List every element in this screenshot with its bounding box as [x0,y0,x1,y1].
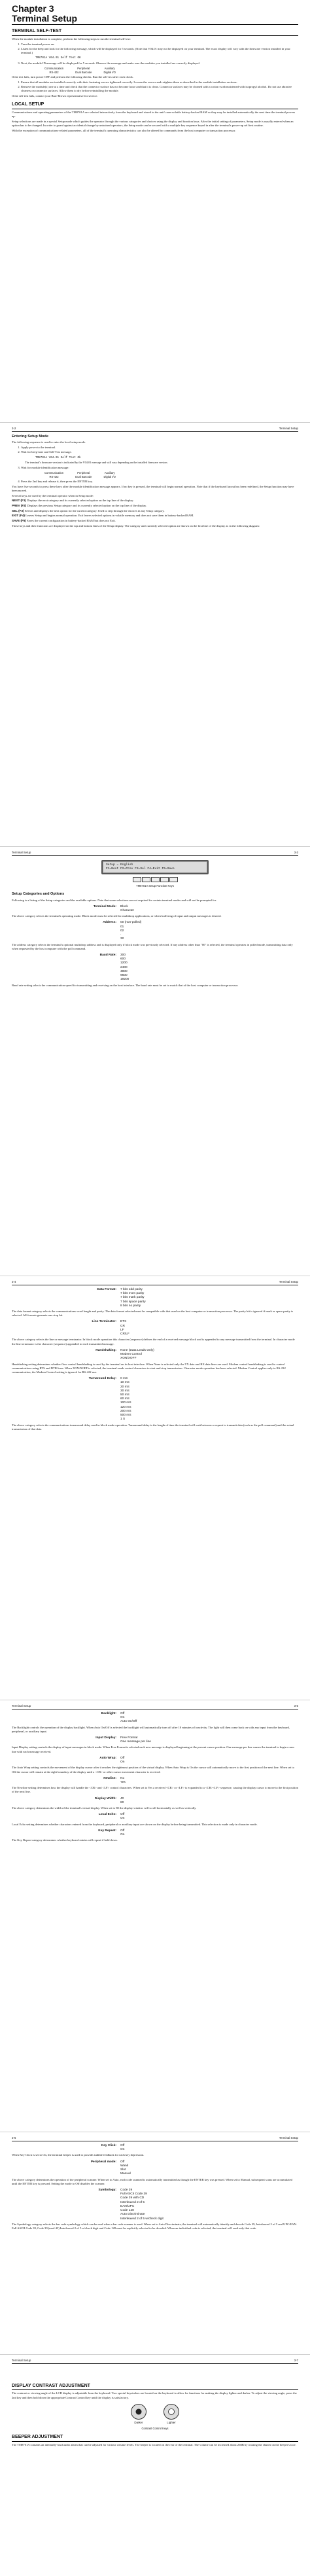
module-header: Peripheral [77,67,90,71]
setting-option: On [120,1833,125,1837]
module-value: Dual Barcode [75,70,92,74]
module-header: Communication [44,471,64,474]
setting-desc: The Backlight controls the operation of the display backlight. When Auto On/Off is selected the backlight will automatically turn off after 10 minutes of inactivity. The light will then come back on with any input from the keyboard, peripheral, or auxiliary input. [12,1725,290,1733]
page-3-3 [0,847,310,1276]
setting-desc: Local Echo setting determines whether characters entered from the keyboard, peripheral or auxiliary input are shown on the display before being transmitted. This selection is made only in character mode. [12,1822,258,1826]
setting-desc: The above category selects the line or message terminator. In block mode operation this character (sequence) defines the end of a received message block and is appended to any message transmitted from the terminal. In character mode the line terminator is the character (sequence) appended to each transmitted message. [12,1338,295,1346]
entering-setup-step: 3. Wait for module identification message: [21,466,298,470]
section-name: Terminal Setup [12,851,31,854]
setting-values [120,1736,298,1744]
setting-label: Key Repeat: [98,1829,116,1833]
setting-key-repeat [31,1829,298,1837]
function-key-row [133,877,178,882]
chapter-title: Terminal Setup [12,12,78,24]
entering-setup-steps-cont2 [21,480,298,484]
module-id-table [44,471,298,478]
setting-option: 0 mS [120,1377,128,1381]
setting-option: 7 bits odd parity [120,1287,143,1291]
key-desc: Displays the previous Setup category and its currently selected option on the top line of the display. [27,504,147,508]
self-test-message: TM8701A V04.01 Self Test Ok [35,456,81,459]
setting-values [120,1288,298,1308]
setting-option: 120 mS [120,1405,131,1409]
setting-label: Input Display: [95,1736,116,1740]
setting-label: Display Width: [94,1797,116,1800]
running-header [12,2136,298,2141]
setting-option: On [120,2148,125,2152]
self-test-message: TM8701A V04.01 Self Test OK [35,56,81,60]
lighter-key [164,2404,179,2425]
lighter-key-label: Lighter [167,2420,176,2424]
setting-backlight [31,1712,298,1725]
setting-input-display [31,1736,298,1744]
setting-option: Code 128 [120,2209,134,2213]
function-key [169,877,178,882]
setting-option: 4800 [120,969,128,973]
fail-intro: If the test fails, turn power OFF and perform the following checks. Run the self-test after each check. [12,75,133,79]
setting-values [120,2189,298,2221]
key-desc: Selects and displays the next option for the current category. Used to step through the choices in any Setup category. [24,509,165,512]
setting-symbology [31,2189,298,2221]
setting-desc: The data format category selects the communications word length and parity. The data format selected must be compatible with that used on the host computer or transaction processor. The parity bit is ignored if mark or space parity is selected. All formats generate one stop bit. [12,1310,294,1317]
setting-option: 100 mS [120,1401,131,1405]
section-name: Terminal Setup [279,1280,298,1283]
running-header [12,1704,298,1709]
setting-option: Interleaved 2 of 5 [120,2200,145,2204]
contrast-heading: DISPLAY CONTRAST ADJUSTMENT [12,2383,298,2390]
setting-local-echo [31,1813,298,1821]
setting-label: Data Format: [97,1287,116,1291]
key-desc-next [12,499,298,503]
page-3-7 [0,2355,310,2576]
setting-option: Off [120,1829,125,1833]
entering-setup-step: 4. Press the 2nd key and release it, then press the ENTER key. [21,480,298,484]
setting-label: Turnaround Delay: [88,1377,116,1381]
setting-label: Handshaking: [95,1348,116,1352]
lcd-display [101,860,209,874]
setting-option: 01 [120,925,124,929]
page-number: 3-5 [294,1704,298,1708]
setting-label: Peripheral mode: [90,2160,116,2164]
setting-option: 19200 [120,978,129,982]
setting-option: LF [120,1328,124,1332]
setting-address [31,921,298,941]
self-test-step: 3. Next, the module ID message will be displayed for 5 seconds. Observe the message and make sure the modules you installed are correctly displayed. [21,62,298,65]
setting-peripheral-mode [31,2160,298,2177]
lighter-key-icon [164,2404,179,2420]
setting-option: 80 [120,1800,124,1804]
key-desc: Saves the current configuration in battery-backed RAM but does not Exit. [27,519,116,523]
setting-option: 7 bits mark parity [120,1296,145,1300]
setting-option: 60 mS [120,1397,129,1401]
setting-option: Interleaved 2 of 5 w/check digit [120,2217,164,2221]
fail-checks [21,80,298,94]
module-value: Digital I/O [103,70,116,74]
categories-intro: Following is a listing of the Setup categories and the available options. Note that some selections are not required for certain terminal modes and will not be prompted for. [12,898,217,902]
setting-option: 2400 [120,965,128,969]
local-setup-para: Communications and operating parameters of the TM8701A are selected interactively from the keyboard and stored in the unit's non-volatile battery-backed RAM so they may be installed automatically the next time the terminal powers up. [12,110,296,118]
categories-heading: Setup Categories and Options [12,891,65,896]
function-key [142,877,150,882]
key-desc-exit [12,514,298,518]
lcd-line-1: Setup = English [106,863,133,867]
setting-option: 02 [120,929,124,933]
setting-values [120,1757,298,1764]
setting-label: Auto Wrap: [99,1756,116,1760]
setting-desc: The Newline setting determines how the display will handle the <CR> and <LF> control characters. When set to Yes a received <CR> or <LF> is expanded to a <CR><LF> sequence, causing the display cursor to move to the first position of the next line. [12,1786,298,1794]
module-value: RS-422 [49,474,59,478]
page-number: 3-2 [12,427,16,430]
section-name: Terminal Setup [279,2136,298,2139]
module-value: Digital I/O [103,474,116,478]
setting-values [120,1320,298,1336]
setting-option: 1200 [120,961,128,965]
figure-caption: TM8701A Setup Function Keys [136,884,174,888]
key-desc-sel [12,509,298,513]
setting-label: Local Echo: [98,1813,116,1817]
self-test-heading: TERMINAL SELF-TEST [12,28,298,35]
self-test-step: 1. Turn the terminal power on. [21,43,298,46]
self-test-steps-cont [21,62,298,65]
setting-key-click [31,2144,298,2152]
local-setup-heading: LOCAL SETUP [12,101,298,109]
page-3-2 [0,423,310,847]
firmware-note: The terminal's firmware version is indicated by the V04.01 message and will vary depending on the installed firmware version. [25,461,168,465]
running-header [12,1280,298,1285]
setting-option: Code 39 [120,2188,133,2192]
setting-label: Baud Rate: [99,953,116,957]
setting-option: Character [120,908,135,912]
function-key [133,877,141,882]
setting-auto-wrap [31,1757,298,1764]
setting-label: Line Terminator: [92,1320,116,1324]
fail-check: 2. Remove the module(s) one at a time and check that the connector surface has not become loose and that it is clean. Connector surfaces may be cleaned with a cotton swab moistened with isopropyl alcohol. Do not use abrasive cleaners on connector surfaces. Allow them to dry before reinstalling the module. [21,85,298,93]
key-desc-save [12,519,298,523]
key-desc: Displays the next category and its currently selected option on the top line of the display. [27,499,134,503]
setting-option: None (Data Leads Only) [120,1348,154,1352]
setting-option: 300 [120,953,126,957]
setting-option: EAN/UPC [120,2204,135,2208]
setting-desc: Handshaking setting determines whether flow control handshaking is used by the terminal on its host interface. When None is selected only the TX data and RX data lines are used. Modem control handshaking is used to control communications using RTS and DTR lines. When XON/XOFF is selected, the terminal sends control characters to start and stop transmission. Character mode operation has been selected. Modem Control applies only to RS-232 communication, the Modem Control setting is ignored for RS-422 use. [12,1362,286,1374]
setting-values [120,2144,298,2152]
setting-option: Free Format [120,1736,138,1740]
section-name: Terminal Setup [12,1704,31,1708]
setting-option: 30 mS [120,1389,129,1393]
module-header: Communication [44,67,64,71]
key-name: SEL (F3) [12,509,24,512]
key-desc-prev [12,504,298,508]
setting-option: Wand [120,2164,129,2168]
setting-option: 40 [120,1797,124,1800]
setting-option: 9600 [120,974,128,978]
setting-option: Yes [120,1780,126,1784]
section-name: Terminal Setup [279,427,298,430]
entering-setup-step: 1. Apply power to the terminal. [21,446,298,450]
page-number: 3-7 [294,2359,298,2362]
darker-key [131,2404,146,2425]
setting-option: CR [120,1324,125,1328]
setting-desc: Input Display setting controls the display of input messages in block mode. When Free Format is selected each new message is displayed beginning at the present cursor position. One message per line causes the terminal to begin a new line with each message received. [12,1745,295,1753]
setting-option: 32 [120,937,124,941]
setting-option: No [120,1776,125,1780]
setting-label: Backlight: [101,1711,116,1715]
chapter-rule [12,24,298,25]
setting-values [120,1813,298,1821]
page-number: 3-4 [12,1280,16,1283]
setup-para: These keys and their functions are displayed on the top and bottom lines of the Setup display. The category and currently selected option are shown on the first line of the display as in the following diagram: [12,524,260,528]
setting-option: 7 bits space parity [120,1300,146,1304]
module-header: Auxiliary [104,471,115,474]
setting-values [120,1829,298,1837]
setting-option: Manual [120,2172,131,2176]
setting-option: On [120,1761,125,1764]
setting-label: Terminal Mode: [93,904,116,908]
fail-end: If the self test fails, contact your Burr-Brown representative for service. [12,94,98,98]
setting-terminal-mode [31,905,298,913]
setting-label: Address: [103,921,116,925]
fail-check: 1. Ensure that all modules are installed correctly with their fastening screws tightened correctly. Loosen the screws and retighten them as described in the module installation sections. [21,80,298,84]
setting-option: 8 bits no parity [120,1304,141,1308]
setting-option: Full ASCII Code 39 [120,2192,147,2196]
local-setup-para: With the exception of communications-related parameters, all of the terminal's operating characteristics can also be altered by commands from the host computer or transaction processor. [12,128,236,132]
entering-setup-step: 2. Wait for beep-tone and Self-Test message. [21,450,298,454]
section-name: Terminal Setup [12,2359,31,2362]
key-name: NEXT (F1) [12,499,26,503]
entering-setup-intro: The following sequence is used to enter the local setup mode. [12,440,86,444]
entering-setup-steps-cont [21,466,298,470]
setting-option: Off [120,1711,125,1715]
setting-option: CR/LF [120,1333,129,1336]
setting-values [120,954,298,982]
setup-para: You have five seconds to press these keys after the module identification message appears. If no key is pressed, the terminal will begin normal operation. Note that if the keyboard layout has been redefined, the Setup function may have been moved. [12,484,294,493]
setting-label: Newline: [103,1776,116,1780]
beeper-heading: BEEPER ADJUSTMENT [12,2434,298,2441]
setting-values [120,921,298,941]
running-header [12,427,298,432]
page-number: 3-6 [12,2136,16,2139]
key-name: SAVE (F5) [12,519,26,523]
self-test-step: 2. Listen for the beep and look for the following message, which will be displayed for 5 seconds. (Note that V04.01 may not be displayed on your terminal. The exact display will vary with the firmware version installed in your terminal.) [21,47,298,55]
setting-line-terminator [31,1320,298,1336]
chapter-number: Chapter 3 [12,3,54,14]
setting-turnaround-delay [31,1377,298,1422]
function-key [160,877,169,882]
module-header: Peripheral [77,471,90,474]
setting-baud-rate [31,954,298,982]
setting-option: Off [120,2143,125,2147]
setting-desc: The above category selects the terminal's operating mode. Block mode must be selected for multidrop applications; or when buffering of input and output messages is desired. [12,914,222,918]
setting-newline [31,1777,298,1785]
setting-option: 7 bits even parity [120,1292,145,1296]
self-test-intro: When the module installation is complete, perform the following steps to run the terminal self-test: [12,37,131,41]
setting-desc: The above category determines the width of the terminal's virtual display. When set to 80 the display window will scroll horizontally as well as vertically. [12,1806,197,1810]
page-number: 3-3 [294,851,298,854]
contrast-keys-figure [12,2404,298,2431]
key-desc: Leaves Setup and begins normal operation. Exit leaves selected options in volatile memory and does not save them in battery-backed RAM. [26,514,194,518]
function-key [151,877,160,882]
page-3-5 [0,1700,310,2132]
key-name: EXIT (F4) [12,514,25,518]
setting-option: Auto On/Off [120,1720,137,1724]
setting-option: Auto Discriminate [120,2213,145,2217]
darker-key-label: Darker [134,2420,143,2424]
setting-desc: Baud rate setting selects the communication speed for transmitting and receiving on the host interface. The baud rate must be set to match that of the host computer or transaction processor. [12,983,239,987]
module-id-table [44,67,298,74]
setting-option: On [120,1817,125,1821]
setting-option: Off [120,2160,125,2164]
setting-option: ETX [120,1320,127,1324]
setting-values [120,1777,298,1785]
local-setup-para: Setup selections are made in a special Setup mode which guides the operator through the various categories and choices using the display and function keys. After the initial setting of parameters, Setup mode is usually entered when an option has to be changed. In order to guard against accidental change by untrained operators, the Setup mode can be secured with a multiple key sequence keyed in after the terminal's power-up self test routine. [12,119,294,127]
setting-option: Block [120,904,128,908]
setting-desc: The address category selects the terminal's optional multidrop address and is displayed only if block mode was previously selected. If any address other than "00" is selected, the terminal operates in polled mode, transmitting data only when requested by the host computer with the poll command. [12,942,293,950]
setup-display-figure [12,860,298,888]
setting-option: Slot [120,2168,126,2172]
setting-values [120,1349,298,1361]
setting-handshaking [31,1349,298,1361]
setting-option: 1 S [120,1418,126,1422]
setting-option: Code 39 with CD [120,2196,145,2200]
page-3-4 [0,1276,310,1700]
running-header [12,2359,298,2364]
module-header: Auxiliary [104,67,115,71]
setting-data-format [31,1288,298,1308]
module-value: Dual Barcode [75,474,92,478]
setting-option: Off [120,1756,125,1760]
beeper-para: The TM8701A contains an internally-loud audio alarm that can be adjusted for various volume levels. The beeper is located on the rear of the terminal. The volume can be increased about 20dB by rotating the shutter on the beeper's face. [12,2442,296,2446]
setting-desc: The above category determines the operation of the peripheral scanner. When set to Auto, each code scanned is automatically transmitted as though the ENTER key was pressed. When set to Manual, subsequent scans are accumulated until the ENTER key is pressed. Setting the mode to Off disables the scanner. [12,2177,292,2185]
page-3-1 [0,0,310,423]
setting-option: 00 (non-polled) [120,921,142,925]
page-3-6 [0,2132,310,2355]
setting-option: One message per line [120,1740,151,1744]
setting-values [120,1797,298,1805]
setting-display-width [31,1797,298,1805]
key-name: PREV (F2) [12,504,27,508]
setting-values [120,2160,298,2177]
setting-option: 20 mS [120,1385,129,1389]
setting-desc: The Auto Wrap setting controls the movement of the display cursor after it reaches the rightmost position of the virtual display. When Auto Wrap is On the cursor will automatically move to the first position of the next line. When set to Off the cursor will remain at the right boundary of the display until a <CR> or other cursor movement character is received. [12,1766,294,1774]
setting-values [120,1712,298,1725]
setting-option: 500 mS [120,1414,131,1418]
running-header [12,851,298,856]
setting-desc: The Symbology category selects the bar code symbology which can be read when a bar code scanner is used. When set to Auto Discriminate, the terminal will automatically identify and decode Code 39, Interleaved 2 of 5 and UPC/EAN. Full ASCII Code 39, Code 39 (mod 43) Interleaved 2 of 5 w/check digit and Code 128 must be explicitly selected to be decoded. When an individual code is selected, the terminal will read only that code. [12,2222,297,2230]
figure-caption: Contrast Control Keys [141,2426,169,2430]
setting-option: On [120,1716,125,1720]
setting-label: Key Click: [101,2143,116,2147]
setting-values [120,905,298,913]
darker-key-icon [131,2404,146,2420]
entering-setup-steps [21,446,298,454]
setting-option: 200 mS [120,1409,131,1413]
setting-desc: The above category selects the communications turnaround delay used in block mode operation. Turnaround delay is the length of time the terminal will wait between a request to transmit data (such as the poll command) and the actual transmission of that data. [12,1423,294,1431]
setting-option: 10 mS [120,1381,129,1385]
setting-values [120,1377,298,1422]
setting-option: 600 [120,957,126,961]
contrast-para: The contrast or viewing angle of the LCD display is adjustable from the keyboard. Two special keystrokes are located on the keyboard to allow for functions for making the display lighter and darker. To adjust the viewing angle, press the 2nd key and then hold down the appropriate Contrast Control key until the display is satisfactory. [12,2391,297,2399]
entering-setup-heading: Entering Setup Mode [12,434,48,438]
setting-option: · [120,933,122,937]
setting-desc: The Key Repeat category determines whether keyboard entries will repeat if held down. [12,1838,118,1842]
lcd-line-2: F1=Next F2=Prev F3=Sel F4=Exit F5=Save [106,867,175,871]
self-test-steps [21,43,298,56]
setting-option: Modem Control [120,1353,142,1357]
setting-option: 50 mS [120,1393,129,1397]
setting-option: Off [120,1813,125,1817]
module-value: RS-422 [49,70,59,74]
setting-option: XON/XOFF [120,1357,137,1361]
setting-label: Symbology: [98,2188,116,2192]
setting-desc: When Key Click is set to On, the terminal beeper is used to provide audible feedback for each key depression. [12,2153,145,2157]
setup-para: Several keys are used by the terminal operator when in Setup mode: [12,493,94,497]
